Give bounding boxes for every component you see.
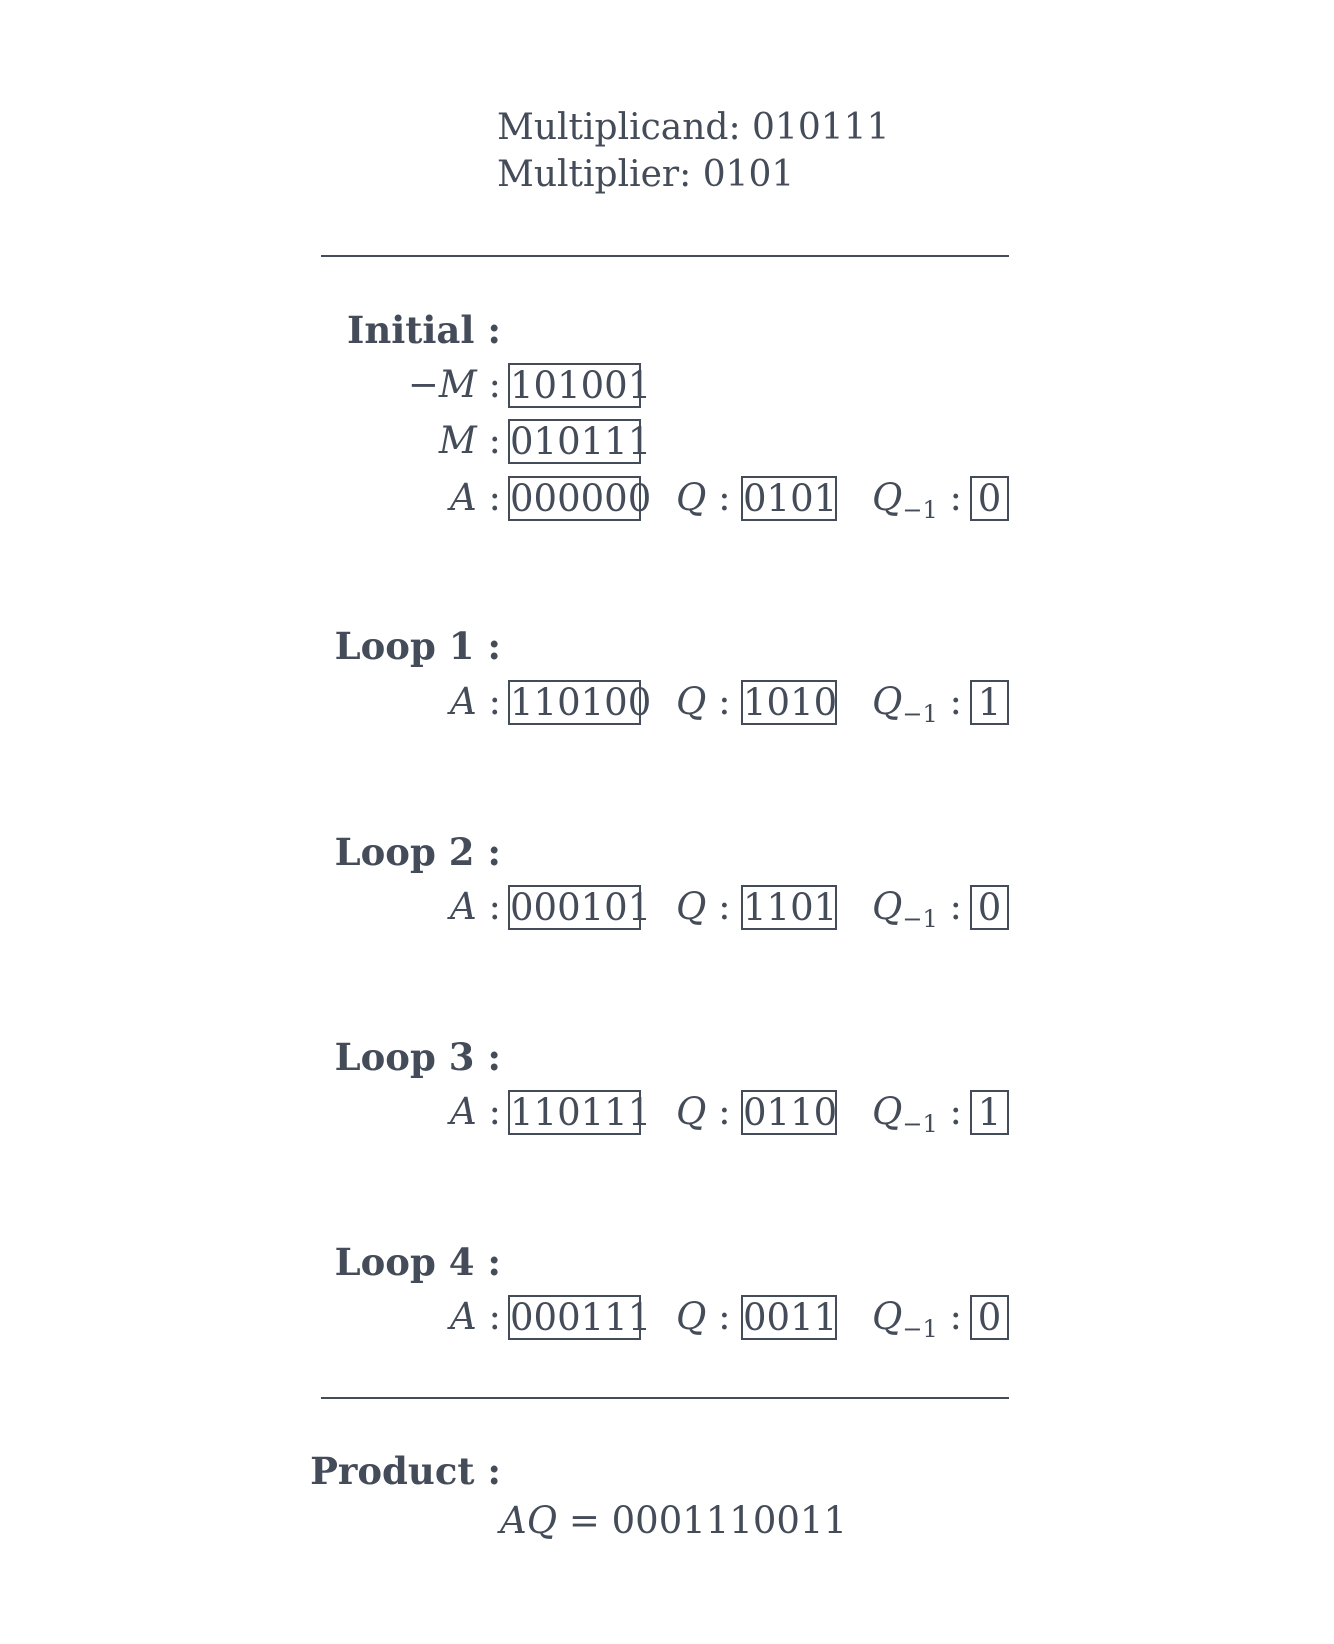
q-label: Q : [676, 476, 731, 519]
loop-1-a-register: 110100 [510, 681, 652, 724]
loop-4-q-minus-1-register: 0 [970, 1295, 1009, 1340]
loop-1-q-minus-1-register: 1 [970, 680, 1009, 725]
bottom-divider [321, 1397, 1009, 1399]
multiplier-text: Multiplier: 0101 [497, 154, 795, 195]
product-equation: AQ = 0001110011 [500, 1499, 848, 1542]
q-minus-1-register: 0 [970, 476, 1009, 521]
q-label: Q : [676, 885, 731, 928]
initial-label: Initial : [347, 308, 501, 352]
q-minus-1-label: $Q_{-1}$ : [872, 885, 962, 933]
q-minus-1-label: $Q_{-1}$ : [872, 680, 962, 728]
loop-4-q-register: 0011 [743, 1296, 838, 1339]
loop-3-a-register: 110111 [510, 1091, 652, 1134]
a-label: A : [450, 1090, 501, 1133]
a-label: A : [450, 885, 501, 928]
q-minus-1-label: $Q_{-1}$ : [872, 1295, 962, 1343]
q-register: 0101 [743, 477, 838, 520]
a-label: A : [450, 1295, 501, 1338]
loop-3-q-minus-1-register: 1 [970, 1090, 1009, 1135]
q-label: Q : [676, 1090, 731, 1133]
loop-2-label: Loop 2 : [334, 830, 501, 874]
a-label: A : [450, 476, 501, 519]
loop-2-a-register: 000101 [510, 886, 652, 929]
product-label: Product : [310, 1449, 501, 1493]
loop-1-q-register: 1010 [743, 681, 838, 724]
neg-m-label: −M : [407, 363, 501, 406]
neg-m-register: 101001 [510, 364, 652, 407]
m-register: 010111 [510, 420, 652, 463]
loop-3-q-register: 0110 [743, 1091, 838, 1134]
q-label: Q : [676, 1295, 731, 1338]
q-label: Q : [676, 680, 731, 723]
loop-4-label: Loop 4 : [334, 1240, 501, 1284]
a-label: A : [450, 680, 501, 723]
q-minus-1-label: $Q_{-1}$ : [872, 476, 962, 524]
q-minus-1-label: $Q_{-1}$ : [872, 1090, 962, 1138]
top-divider [321, 255, 1009, 257]
loop-3-label: Loop 3 : [334, 1035, 501, 1079]
a-register: 000000 [510, 477, 652, 520]
loop-2-q-minus-1-register: 0 [970, 885, 1009, 930]
multiplicand-text: Multiplicand: 010111 [497, 107, 890, 148]
loop-2-q-register: 1101 [743, 886, 838, 929]
product-value: 0001110011 [611, 1499, 848, 1542]
m-label: M : [438, 419, 501, 462]
loop-4-a-register: 000111 [510, 1296, 652, 1339]
loop-1-label: Loop 1 : [334, 624, 501, 668]
